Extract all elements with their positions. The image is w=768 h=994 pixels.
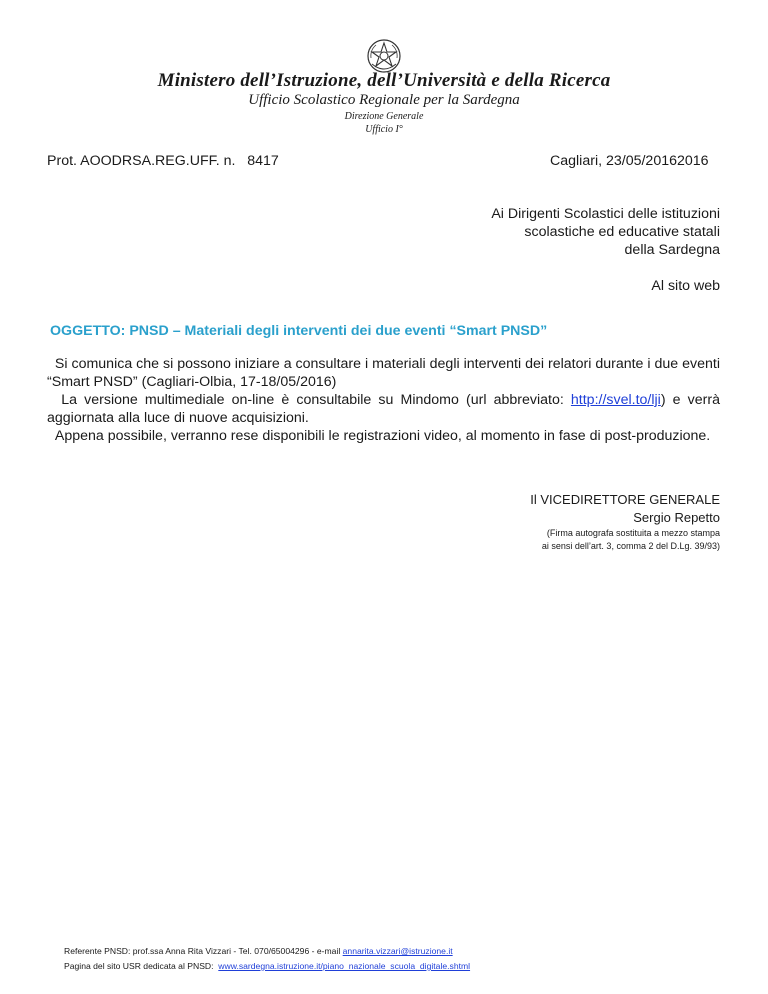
body-paragraph [47,391,720,427]
recipient-line: della Sardegna [624,242,720,258]
city-date: Cagliari, 23/05/20162016 [550,153,709,169]
footer-contact [64,946,453,956]
direction-name: Direzione Generale [344,111,424,122]
footer-contact-text: Referente PNSD: prof.ssa Anna Rita Vizzari - Tel. 070/65004296 - e-mail [64,946,343,956]
ministry-title: Ministero dell’Istruzione, dell’Università e della Ricerca [157,70,611,91]
protocol-number: Prot. AOODRSA.REG.UFF. n. 8417 [47,153,279,169]
signature-note: ai sensi dell’art. 3, comma 2 del D.Lg. 39/93) [541,541,720,551]
footer-email-link[interactable]: annarita.vizzari@istruzione.it [342,946,453,956]
footer-site-link[interactable]: www.sardegna.istruzione.it/piano_nazionale_scuola_digitale.shtml [218,961,471,971]
signature-note: (Firma autografa sostituita a mezzo stampa [546,528,720,538]
mindomo-short-link[interactable]: http://svel.to/lji [570,392,661,408]
body-paragraph-text: La versione multimediale on-line è consultabile su Mindomo (url abbreviato: [61,392,571,408]
body-paragraph-text: Si comunica che si possono iniziare a consultare i materiali degli interventi dei relatori durante i due eventi “Smart PNSD” (Cagliari-Olbia, 17-18/05/2016) [47,356,720,390]
office-name: Ufficio Scolastico Regionale per la Sardegna [248,92,520,108]
subject-line: OGGETTO: PNSD – Materiali degli interventi dei due eventi “Smart PNSD” [50,323,548,339]
recipient-line: scolastiche ed educative statali [524,224,720,240]
footer-site-text: Pagina del sito USR dedicata al PNSD: [64,961,219,971]
letter-body [47,355,720,445]
body-paragraph-text: ) e verrà aggiornata alla luce di nuove acquisizioni. [47,392,720,426]
body-paragraph [47,355,720,391]
signatory-name: Sergio Repetto [633,510,720,525]
body-paragraph-text: Appena possibile, verranno rese disponibili le registrazioni video, al momento in fase di post-produzione. [54,428,711,444]
body-paragraph [47,427,720,445]
unit-name: Ufficio I° [365,124,403,135]
recipient-line: Ai Dirigenti Scolastici delle istituzioni [491,206,720,222]
footer-site [64,961,470,971]
signatory-title: Il VICEDIRETTORE GENERALE [530,492,720,507]
recipient-line: Al sito web [651,278,720,294]
italian-republic-emblem-icon [366,38,402,74]
